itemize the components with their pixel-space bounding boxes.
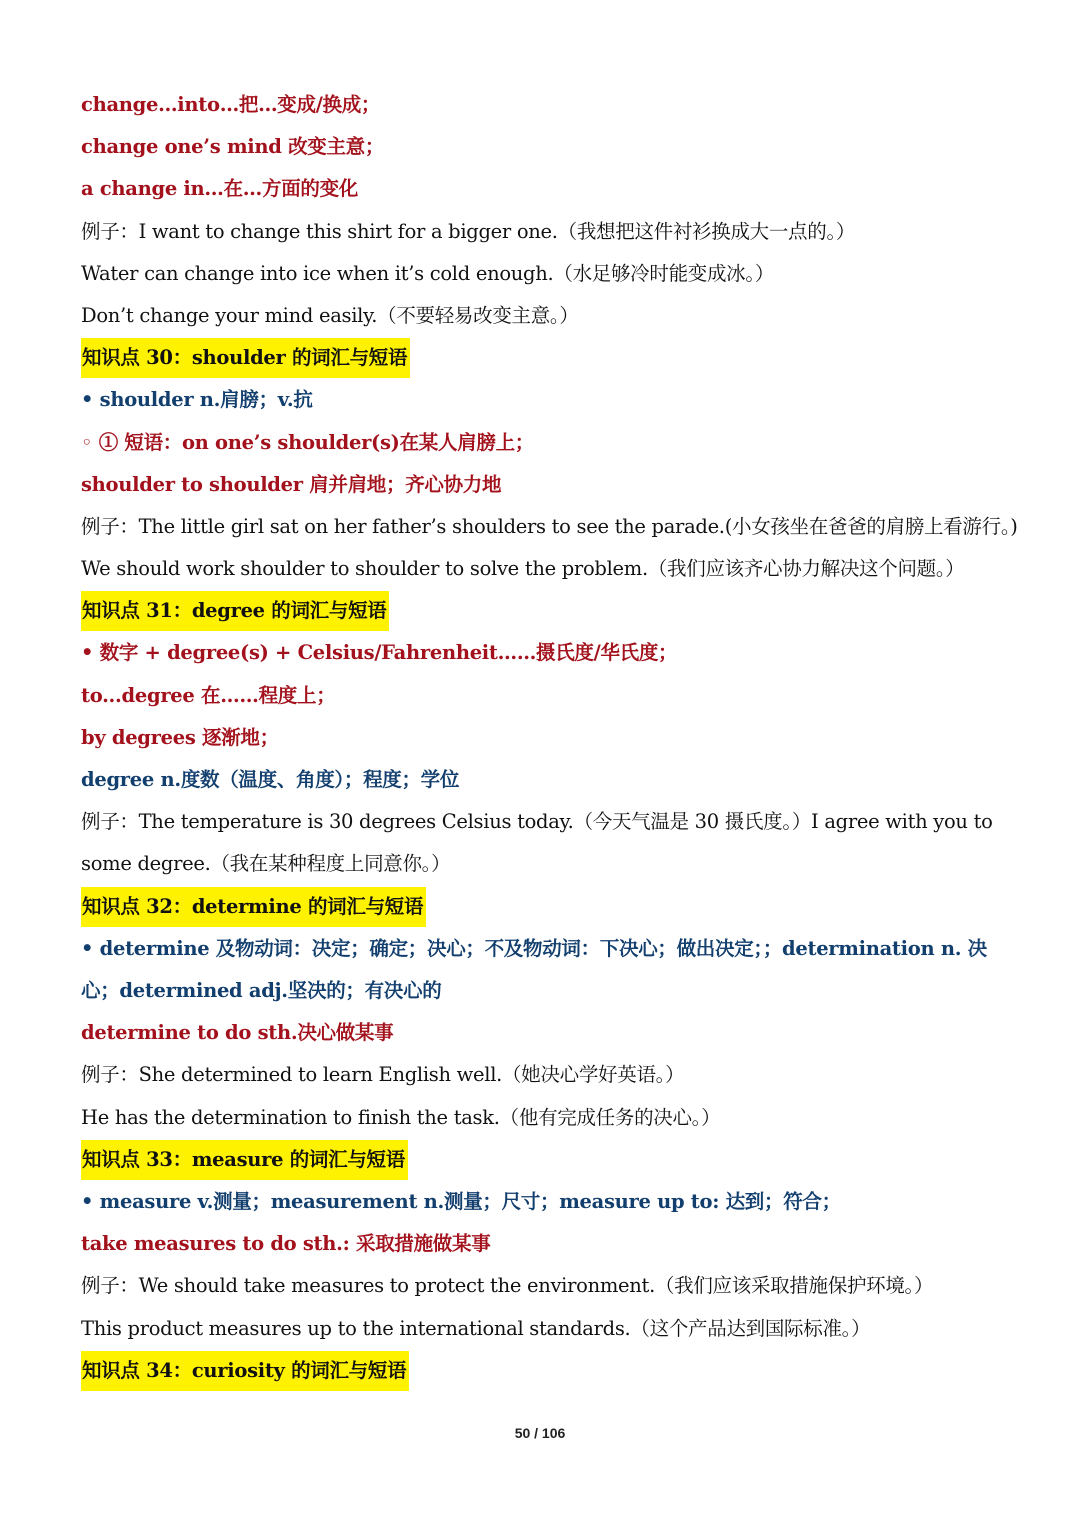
phrase-line xyxy=(81,168,1011,210)
phrase-line xyxy=(81,464,1011,506)
highlighted-heading-text: 知识点 34：curiosity 的词汇与短语 xyxy=(81,1351,409,1391)
example-line xyxy=(81,1308,1011,1350)
vocab-line xyxy=(81,1181,1011,1223)
example-line xyxy=(81,1054,1011,1096)
phrase-text: by degrees 逐渐地； xyxy=(81,725,279,749)
page-content xyxy=(81,84,1018,1392)
section-heading xyxy=(81,886,1011,928)
phrase-text: take measures to do sth.: 采取措施做某事 xyxy=(81,1232,491,1256)
example-line xyxy=(81,1265,1011,1307)
phrase-line xyxy=(81,126,1011,168)
vocab-line xyxy=(81,759,1011,801)
phrase-text: change…into…把…变成/换成； xyxy=(81,93,381,116)
phrase-line xyxy=(81,1223,1011,1265)
phrase-text: to...degree 在……程度上； xyxy=(81,683,336,707)
vocab-line xyxy=(81,379,1011,421)
highlighted-heading-text: 知识点 33：measure 的词汇与短语 xyxy=(81,1140,408,1180)
section-heading xyxy=(81,1350,1011,1392)
highlighted-heading-text: 知识点 32：determine 的词汇与短语 xyxy=(81,887,426,927)
section-heading xyxy=(81,337,1011,379)
example-line xyxy=(81,1097,1011,1139)
phrase-line xyxy=(81,1012,1011,1054)
phrase-text: determine to do sth.决心做某事 xyxy=(81,1021,394,1045)
vocab-line xyxy=(81,928,1011,1012)
example-text: 例子：The little girl sat on her father’s shoulders to see the parade.(小女孩坐在爸爸的肩膀上看游行。) xyxy=(81,514,1018,538)
highlighted-heading-text: 知识点 31：degree 的词汇与短语 xyxy=(81,591,389,631)
phrase-text: • 数字 + degree(s) + Celsius/Fahrenheit……摄氏度/华氏度； xyxy=(81,641,678,665)
example-text: This product measures up to the international standards.（这个产品达到国际标准。） xyxy=(81,1316,871,1340)
example-line xyxy=(81,506,1018,548)
example-text: He has the determination to finish the task.（他有完成任务的决心。） xyxy=(81,1105,721,1129)
phrase-line xyxy=(81,632,1011,674)
example-text: 例子：The temperature is 30 degrees Celsius today.（今天气温是 30 摄氏度。）I agree with you to some degree.（我在某种程度上同意你。） xyxy=(81,810,993,876)
vocab-text: degree n.度数（温度、角度）；程度；学位 xyxy=(81,768,460,791)
phrase-line xyxy=(81,675,1011,717)
example-line xyxy=(81,548,1011,590)
phrase-text: a change in…在…方面的变化 xyxy=(81,177,359,201)
page-number: 50 / 106 xyxy=(514,1425,566,1441)
section-heading xyxy=(81,1139,1011,1181)
example-text: 例子：She determined to learn English well.（她决心学好英语。） xyxy=(81,1063,685,1087)
phrase-text: shoulder to shoulder 肩并肩地；齐心协力地 xyxy=(81,472,502,496)
phrase-text: change one’s mind 改变主意； xyxy=(81,135,385,159)
example-line xyxy=(81,253,1011,295)
example-line xyxy=(81,801,1011,885)
vocab-text: • measure v.测量；measurement n.测量；尺寸；measure up to: 达到；符合； xyxy=(81,1189,841,1213)
phrase-text: ◦ ① 短语：on one’s shoulder(s)在某人肩膀上； xyxy=(81,430,534,454)
example-text: 例子：I want to change this shirt for a bigger one.（我想把这件衬衫换成大一点的。） xyxy=(81,219,856,243)
example-line xyxy=(81,211,1011,253)
phrase-line xyxy=(81,717,1011,759)
example-line xyxy=(81,295,1011,337)
vocab-text: • determine 及物动词：决定；确定；决心；不及物动词：下决心；做出决定；；determination n. 决心；determined adj.坚决的；有决心的 xyxy=(81,936,987,1002)
highlighted-heading-text: 知识点 30：shoulder 的词汇与短语 xyxy=(81,338,410,378)
example-text: We should work shoulder to shoulder to solve the problem.（我们应该齐心协力解决这个问题。） xyxy=(81,557,965,581)
example-text: 例子：We should take measures to protect the environment.（我们应该采取措施保护环境。） xyxy=(81,1274,934,1298)
vocab-text: • shoulder n.肩膀；v.抗 xyxy=(81,388,313,412)
section-heading xyxy=(81,590,1011,632)
phrase-line xyxy=(81,84,1011,126)
example-text: Don’t change your mind easily.（不要轻易改变主意。） xyxy=(81,303,579,327)
phrase-line xyxy=(81,422,1011,464)
example-text: Water can change into ice when it’s cold enough.（水足够冷时能变成冰。） xyxy=(81,261,775,285)
